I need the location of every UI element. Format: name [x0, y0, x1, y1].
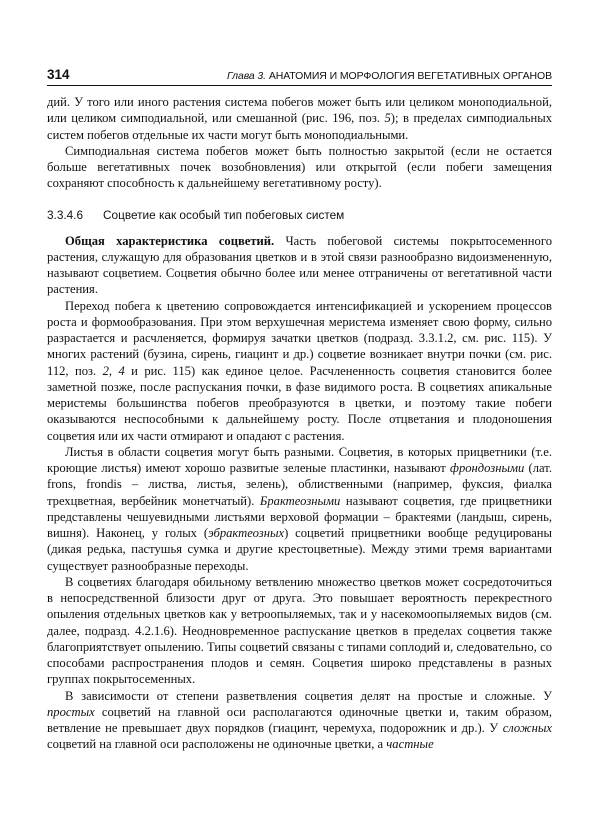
- paragraph-2: [47, 143, 552, 192]
- text-run: Переход побега к цветению сопровождается интенсификацией и ускорением процессов роста и формообразования. При этом верхушечная меристема изменяет свою форму, сильно разрастается и расчленяется, формируя зачатки цветков (подразд. 3.3.1.2, см. рис. 115). У многих растений (бузина, сирень, гиацинт и др.) соцветие возникает внутри почки (см. рис. 112, поз.: [47, 298, 552, 378]
- text-run: называют соцветия, где прицветники представлены чешуевидными листьями верховой формации – брактеями (ландыш, сирень, вишня). Наконец, у голых (: [47, 493, 552, 540]
- italic-run: простых: [47, 704, 95, 719]
- italic-run: эбрактеозных: [208, 526, 285, 540]
- running-header: [47, 63, 552, 86]
- paragraph-5: [47, 444, 552, 574]
- paragraph-7: [47, 688, 552, 753]
- text-run: В соцветиях благодаря обильному ветвлению множество цветков может сосредоточиться в непосредственной близости друг от друга. Это повышает вероятность перекрестного опыления отдельных цветков как у ветроопыляемых, так и у насекомоопыляемых видов (см. далее, подразд. 4.2.1.6). Неодновременное распускание цветков в пределах соцветия также благоприятствует опылению. Типы соцветий связаны с типами соплодий и, следовательно, со способами распространения плодов и семян. Соцветия широко представлены в разных группах покрытосеменных.: [47, 574, 552, 687]
- italic-run: 5: [384, 111, 391, 126]
- italic-run: фрондозными: [450, 461, 525, 475]
- chapter-title: АНАТОМИЯ И МОРФОЛОГИЯ ВЕГЕТАТИВНЫХ ОРГАНОВ: [266, 70, 552, 82]
- text-run: ) соцветий прицветники вообще редуцированы (дикая редька, пастушья сумка и другие крестоцветные). Между этими тремя вариантами существует разнообразные переходы.: [47, 526, 552, 573]
- text-run: дий. У того или иного растения система побегов может быть или целиком моноподиальной, или целиком симподиальной, или смешанной (рис. 196, поз.: [47, 95, 552, 126]
- section-title: Соцветие как особый тип побеговых систем: [103, 207, 345, 222]
- text-run: Листья в области соцветия могут быть разными. Соцветия, в которых прицветники (т.е. кроющие листья) имеют хорошо развитые зеленые пластинки, называют: [47, 444, 552, 475]
- text-run: Симподиальная система побегов может быть полностью закрытой (если не остается больше вегетативных почек возобновления) или открытой (если побеги замещения сохраняют способность к дальнейшему вегетативному росту).: [47, 143, 552, 191]
- text-run: Часть побеговой системы покрытосеменного растения, служащую для образования цветков и в этой связи разнообразно видоизмененную, называют соцветием. Соцветия обычно более или менее отграничены от вегетативной части растения.: [47, 233, 552, 297]
- paragraph-6: [47, 574, 552, 688]
- section-number: 3.3.4.6: [47, 207, 84, 222]
- text-run: ); в пределах симподиальных систем побегов отдельные их части могут быть моноподиальными.: [47, 111, 552, 142]
- page-body: [47, 94, 552, 753]
- chapter-label: Глава 3.: [227, 70, 266, 82]
- page-number: 314: [47, 67, 70, 82]
- paragraph-1: [47, 94, 552, 143]
- italic-run: Брактеозными: [259, 493, 341, 508]
- paragraph-3: [47, 233, 552, 298]
- italic-run: сложных: [502, 721, 552, 735]
- running-head-title: [227, 70, 552, 82]
- text-run: В зависимости от степени разветвления соцветия делят на простые и сложные. У: [65, 688, 552, 703]
- text-run: соцветий на главной оси располагаются одиночные цветки и, таким образом, ветвление не превышает двух порядков (гиацинт, черемуха, подорожник и др.). У: [47, 704, 552, 735]
- text-run: соцветий на главной оси расположены не одиночные цветки, а: [47, 737, 387, 752]
- text-run: (лат. frons, frondis – листва, листья, зелень), облиственными (например, фуксия, фиалка трехцветная, вербейник монетчатый).: [47, 461, 552, 508]
- section-heading: [47, 208, 552, 223]
- italic-run: частные: [386, 737, 434, 752]
- paragraph-4: [47, 298, 552, 444]
- bold-run: Общая характеристика соцветий.: [65, 233, 275, 248]
- italic-run: 2, 4: [102, 363, 125, 378]
- text-run: и рис. 115) как единое целое. Расчлененность соцветия становится более заметной позже, после распускания почки, в фазе видимого роста. В соцветиях апикальные меристемы большинства побегов преобразуются в цветки, и поэтому такие побеги оказываются неспособными к дальнейшему росту. После отцветания и плодоношения соцветия или их части отмирают и опадают с растения.: [47, 363, 553, 443]
